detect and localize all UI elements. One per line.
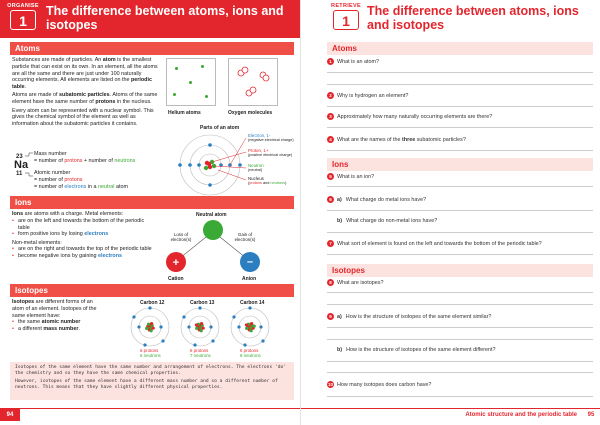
answer-line[interactable] [327,232,593,233]
atoms-heading: Atoms [10,42,294,55]
page-number-right: 95 [587,412,595,418]
svg-text:–: – [246,256,254,268]
carbon-14-label: Carbon 14 [240,300,265,306]
nucleon [250,329,253,332]
ion-formation-diagram [158,218,278,276]
neutron-label: Neutron (neutral) [248,163,264,172]
electron [261,339,264,342]
answer-line[interactable] [327,327,593,328]
question-5: 5 What is an ion? [327,173,597,181]
atoms-para-3: Every atom can be represented with a nuclear symbol. This gives the chemical symbol of the element as well as information about the subatomic particles it contains. [12,107,154,128]
electron [243,343,246,346]
nucleon [200,329,203,332]
answer-line[interactable] [327,127,593,128]
carbon-atoms-diagram [128,306,294,348]
ions-heading-right: Ions [327,158,593,171]
nucleon [145,327,148,330]
nucleon [245,323,248,326]
electron [182,315,185,318]
electron [159,325,162,328]
carbon-12-subatomic: 6 protons 6 neutrons [140,348,161,358]
oxygen-caption: Oxygen molecules [228,110,273,116]
page-title: The difference between atoms, ions and isotopes [46,4,284,32]
symbol-brackets [24,150,34,185]
left-footer [0,408,300,420]
atoms-para-2: Atoms are made of subatomic particles. Atoms of the same element have the same number of protons in the nucleus. [12,92,158,106]
answer-line[interactable] [327,304,593,305]
right-page [300,0,600,425]
question-7: 7 What sort of element is found on the left and towards the bottom of the periodic table? [327,240,597,248]
answer-line[interactable] [327,361,593,362]
nucleon [253,324,256,327]
gain-of-electrons-label: Gain of electron(s) [234,232,256,242]
answer-line[interactable] [327,372,593,373]
electron [143,343,146,346]
anion-label: Anion [242,276,257,282]
helium-atoms-box [166,58,216,106]
nucleon [195,327,198,330]
carbon-13-subatomic: 6 protons 7 neutrons [190,348,211,358]
question-6a: 6 a) What charge do metal ions have? [327,196,597,204]
question-1: 1 What is an atom? [327,58,597,66]
electron [248,306,251,309]
answer-line[interactable] [327,186,593,187]
answer-line[interactable] [327,210,593,211]
answer-line[interactable] [327,150,593,151]
ions-heading: Ions [10,196,294,209]
electron [132,315,135,318]
answer-line[interactable] [327,292,593,293]
question-9a: 9 a) How is the structure of isotopes of the same element similar? [327,313,597,321]
nucleon [150,322,153,325]
answer-line[interactable] [327,84,593,85]
element-symbol: Na [14,159,29,171]
oxygen-molecules-graphic [229,59,279,107]
electron [237,325,240,328]
question-4: 4 What are the names of the three subatomic particles? [327,136,597,144]
carbon-14-subatomic: 6 protons 8 neutrons [240,348,261,358]
carbon-12-label: Carbon 12 [140,300,165,306]
organise-badge [4,3,42,30]
electron [187,325,190,328]
right-footer [301,408,600,420]
electron [209,325,212,328]
neutral-atom-label: Neutral atom [196,212,227,218]
electron [211,339,214,342]
parts-of-atom-title: Parts of an atom [200,125,240,131]
electron [232,315,235,318]
question-6b: b) What charge do non-metal ions have? [337,218,438,224]
electron [259,325,262,328]
proton-label: Proton, 1+ (positive electrical charge) [248,148,293,157]
isotopes-heading-right: Isotopes [327,264,593,277]
nucleon [195,323,198,326]
atoms-intro [12,57,162,128]
answer-line[interactable] [327,339,593,340]
nonmetal-list: • are on the right and towards the top of the periodic table • become negative ions by gaining electrons [12,246,152,260]
badge-label: ORGANISE [7,3,39,9]
mass-number-value: 23 [16,154,23,160]
question-3: 3 Approximately how many naturally occurring elements are there? [327,113,597,121]
badge-number: 1 [333,10,359,30]
electron [148,306,151,309]
electron [198,306,201,309]
helium-caption: Helium atoms [168,110,201,116]
loss-of-electrons-label: Loss of electron(s) [170,232,192,242]
question-9b: b) How is the structure of isotopes of the same element different? [337,347,496,353]
title-banner [0,0,300,38]
electron-label: Electron, 1- (negative electrical charge) [248,133,294,142]
metal-list: • are on the left and towards the bottom of the periodic table • form positive ions by losing electrons [12,218,152,238]
atoms-heading-right: Atoms [327,42,593,55]
page-number-left: 94 [0,409,20,421]
answer-line[interactable] [327,396,593,397]
carbon-13-label: Carbon 13 [190,300,215,306]
nucleon [152,327,155,330]
oxygen-molecules-box [228,58,278,106]
page-title-right: The difference between atoms, ions and isotopes [367,4,579,32]
badge-label: RETRIEVE [331,3,361,9]
answer-line[interactable] [327,72,593,73]
atomic-number-label: Atomic number = number of protons = number of electrons in a neutral atom [34,170,128,190]
nucleon [202,327,205,330]
nucleon [147,323,150,326]
nucleon [245,327,248,330]
question-10: 10 How many isotopes does carbon have? [327,381,432,388]
footer-chapter-title: Atomic structure and the periodic table [465,412,577,418]
isotopes-heading: Isotopes [10,284,294,297]
nucleon [250,322,253,325]
nucleus-label: Nucleus (protons and neutrons) [248,176,287,185]
retrieve-badge [327,3,365,30]
isotopes-text: Isotopes are different forms of an atom of an element. Isotopes of the same element have: • the same atomic number • a different mass number. [12,299,102,333]
nucleon [200,322,203,325]
electron [161,339,164,342]
electron [137,325,140,328]
svg-text:+: + [172,257,180,269]
atomic-number-value: 11 [16,171,23,177]
electron [193,343,196,346]
question-2: 2 Why is hydrogen an element? [327,92,597,100]
ions-text: Ions are atoms with a charge. Metal elements: • are on the left and towards the bottom of the periodic table • form positive ions by losing electrons Non-metal elements: • are on the right and towards the top of the periodic table • become negative ions by gaining electrons [12,211,152,260]
question-8: 8 What are isotopes? [327,279,597,287]
badge-number: 1 [10,10,36,30]
cation-label: Cation [168,276,184,282]
answer-line[interactable] [327,106,593,107]
atoms-para-1: Substances are made of particles. An atom is the smallest particle that can exist on its own. In an element, all the atoms are all the same and there are just under 100 naturally occurring elements. All elements are listed on the periodic table. [12,57,158,91]
mass-number-label: Mass number = number of protons + number of neutrons [34,151,136,164]
nucleon [150,329,153,332]
answer-line[interactable] [327,254,593,255]
isotopes-info-box: Isotopes of the same element have the same number and arrangement of electrons. The electrons 'do' the chemistry and so they have the same chemical properties. However, isotopes of the same element have a different mass number and so a different number of neutrons. This means that they have slightly different physical properties. [10,362,294,400]
